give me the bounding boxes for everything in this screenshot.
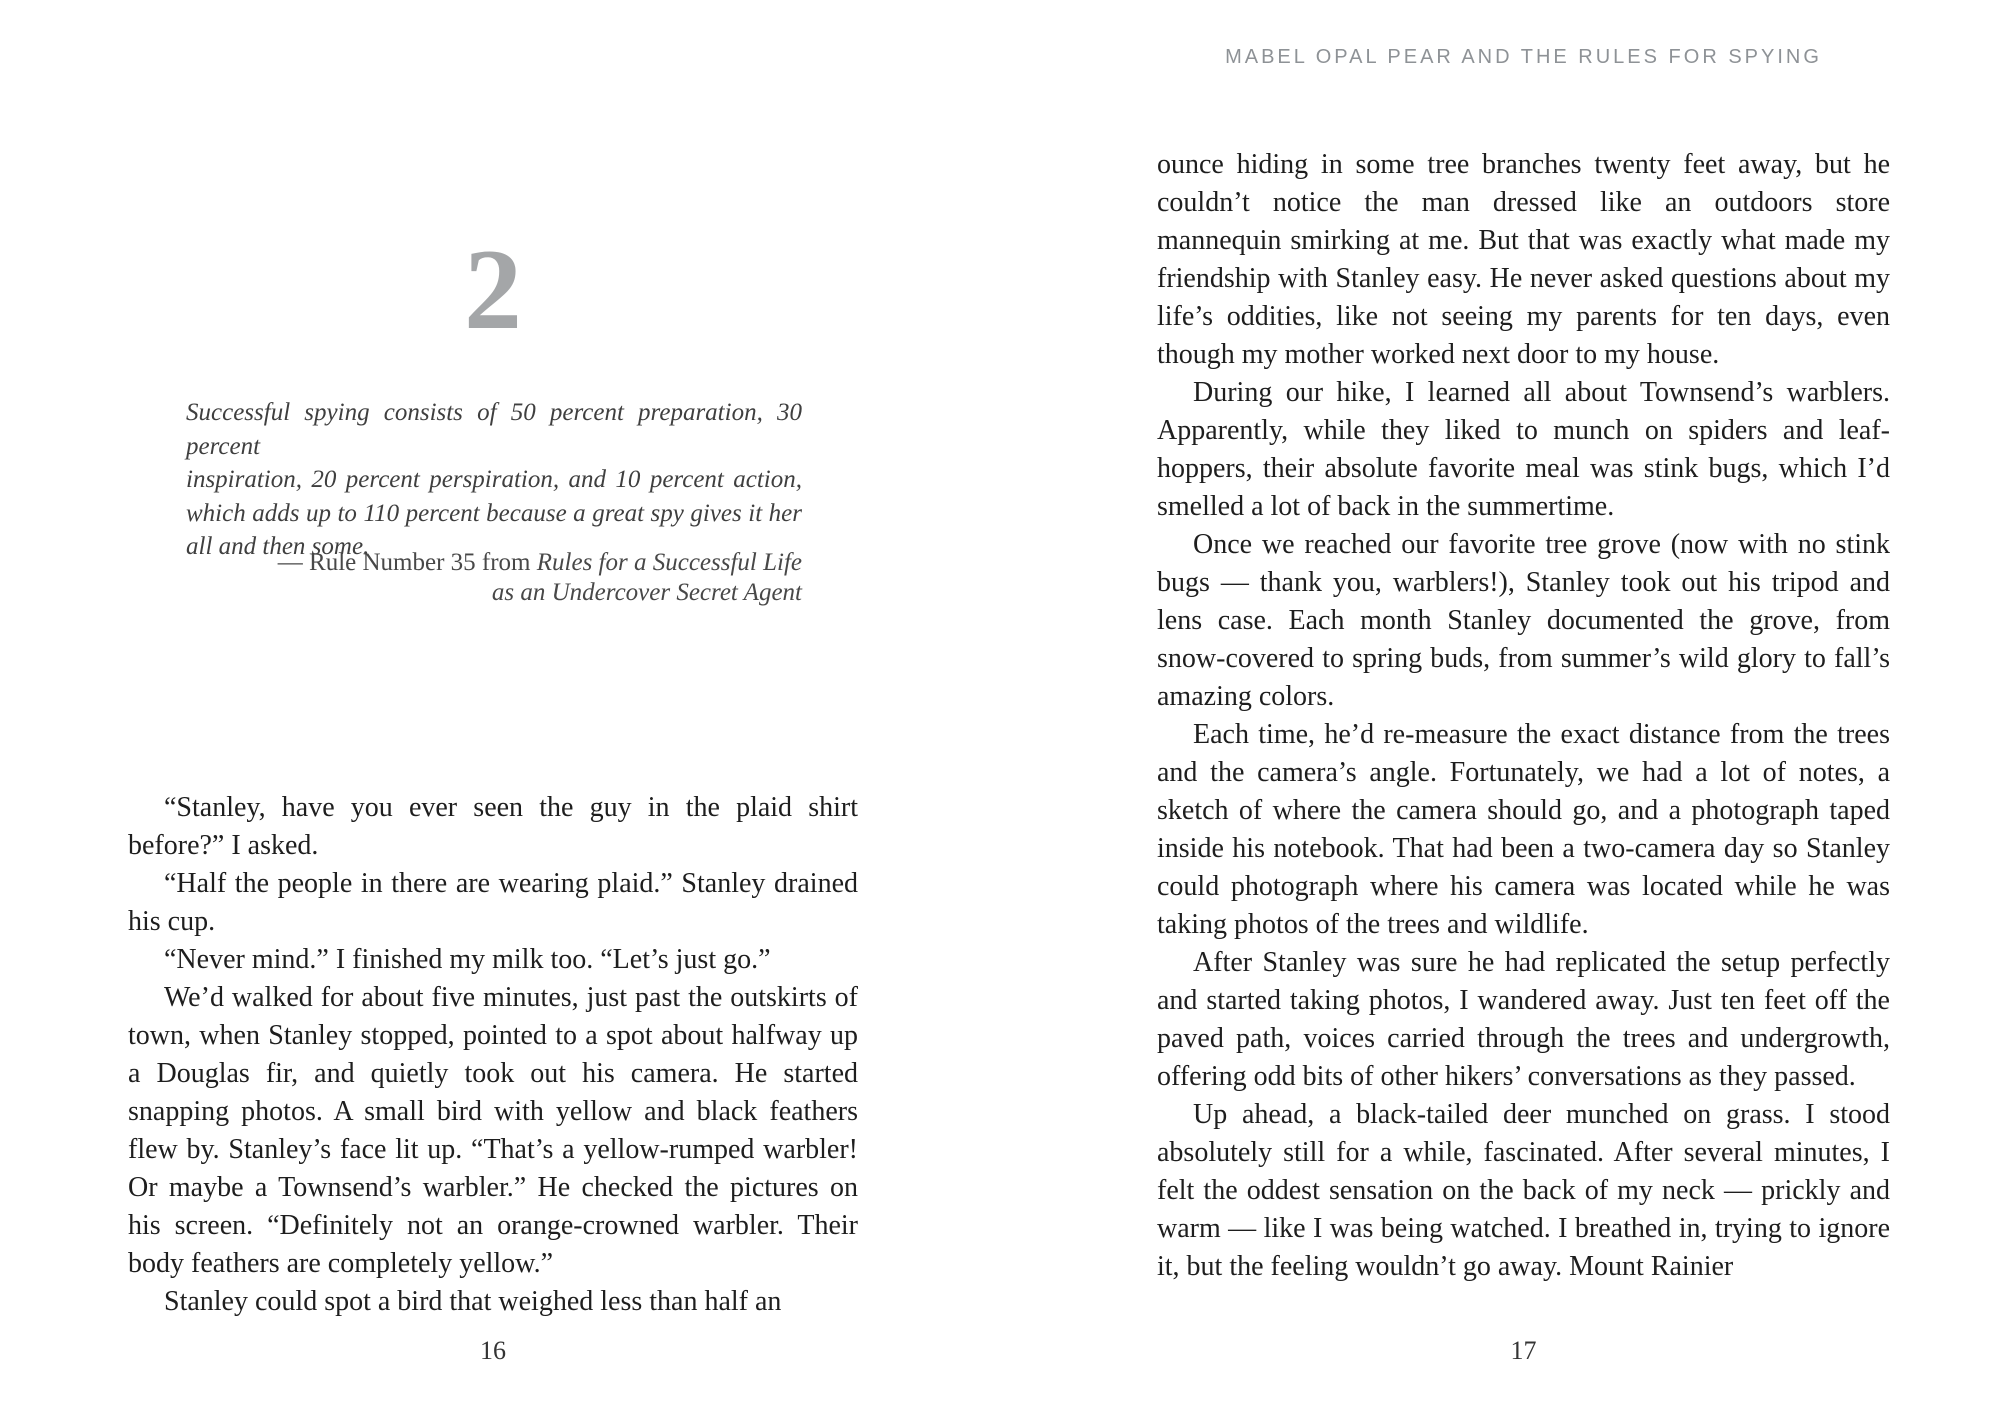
attribution-line [186, 578, 802, 608]
paragraph: During our hike, I learned all about Townsend’s warblers. Apparently, while they liked to munch on spiders and leaf-hoppers, their absolute favorite meal was stink bugs, which I’d smelled a lot of back in the summertime. [1157, 377, 1890, 522]
paragraph: “Half the people in there are wearing plaid.” Stanley drained his cup. [128, 868, 858, 937]
chapter-epigraph [186, 396, 802, 564]
attribution-title-part1: Rules for a Successful Life [536, 549, 802, 576]
paragraph: Each time, he’d re-measure the exact distance from the trees and the camera’s angle. Fortunately, we had a lot of notes, a sketch of where the camera should go, and a photograph taped inside his notebook. That had been a two-camera day so Stanley could photograph where his camera was located while he was taking photos of the trees and wildlife. [1157, 719, 1890, 940]
epigraph-line: Successful spying consists of 50 percent preparation, 30 percent [186, 399, 802, 460]
paragraph: Stanley could spot a bird that weighed less than half an [164, 1286, 782, 1317]
paragraph: After Stanley was sure he had replicated the setup perfectly and started taking photos, I wandered away. Just ten feet off the paved path, voices carried through the trees and undergrowth, offering odd bits of other hikers’ conversations as they passed. [1157, 947, 1890, 1092]
epigraph-line: which adds up to 110 percent because a great spy gives it her [186, 499, 802, 527]
body-text-left [128, 789, 858, 1321]
chapter-number: 2 [464, 226, 522, 354]
epigraph-line: all and then some. [186, 533, 370, 560]
page-right [1157, 0, 1890, 1428]
attribution-prefix: — Rule Number 35 from [277, 549, 537, 576]
attribution-title-part2: as an Undercover Secret Agent [491, 579, 802, 606]
page-left [128, 0, 858, 1428]
paragraph: ounce hiding in some tree branches twenty feet away, but he couldn’t notice the man dressed like an outdoors store mannequin smirking at me. But that was exactly what made my friendship with Stanley easy. He never asked questions about my life’s oddities, like not seeing my parents for ten days, even though my mother worked next door to my house. [1157, 149, 1890, 370]
running-head: MABEL OPAL PEAR AND THE RULES FOR SPYING [1225, 46, 1822, 68]
page-number-right: 17 [1510, 1336, 1537, 1365]
paragraph: “Stanley, have you ever seen the guy in the plaid shirt before?” I asked. [128, 792, 858, 861]
epigraph-attribution [186, 548, 802, 608]
paragraph: Up ahead, a black-tailed deer munched on grass. I stood absolutely still for a while, fascinated. After several minutes, I felt the oddest sensation on the back of my neck — prickly and warm — like I was being watched. I breathed in, trying to ignore it, but the feeling wouldn’t go away. Mount Rainier [1157, 1099, 1890, 1282]
attribution-line [186, 548, 802, 578]
paragraph: We’d walked for about five minutes, just past the outskirts of town, when Stanley stopped, pointed to a spot about halfway up a Douglas fir, and quietly took out his camera. He started snapping photos. A small bird with yellow and black feathers flew by. Stanley’s face lit up. “That’s a yellow-rumped warbler! Or maybe a Townsend’s warbler.” He checked the pictures on his screen. “Definitely not an orange-crowned warbler. Their body feathers are completely yellow.” [128, 982, 858, 1279]
body-text-right [1157, 146, 1890, 1286]
page-number-left: 16 [480, 1336, 506, 1365]
epigraph-line: inspiration, 20 percent perspiration, and 10 percent action, [186, 466, 802, 493]
paragraph: “Never mind.” I finished my milk too. “Let’s just go.” [164, 944, 771, 975]
paragraph: Once we reached our favorite tree grove (now with no stink bugs — thank you, warblers!), Stanley took out his tripod and lens case. Each month Stanley documented the grove, from snow-covered to spring buds, from summer’s wild glory to fall’s amazing colors. [1157, 529, 1890, 712]
